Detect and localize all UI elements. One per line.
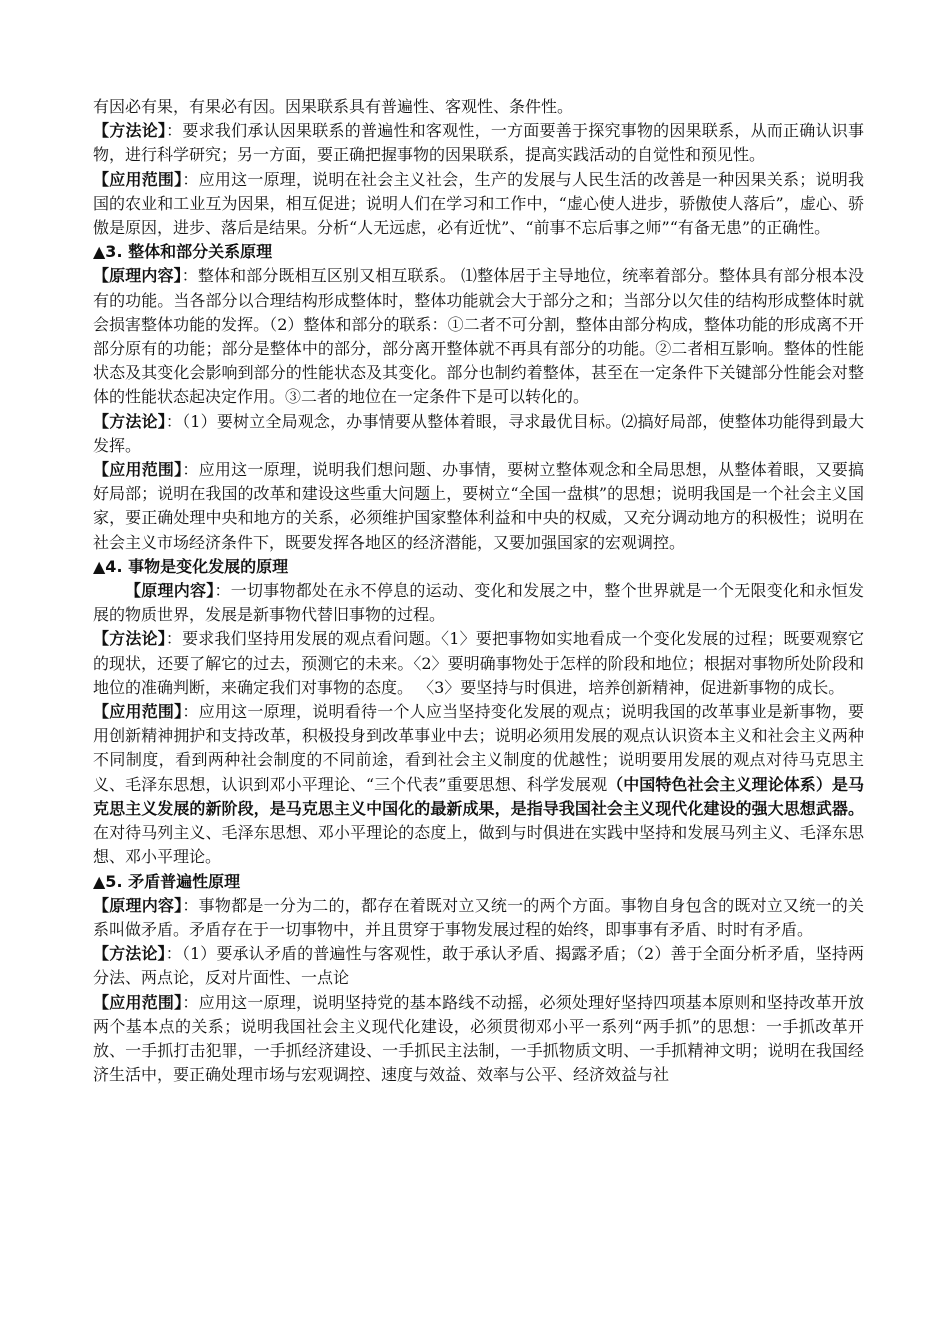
methodology-text: ：（1）要树立全局观念，办事情要从整体着眼，寻求最优目标。⑵搞好局部，使整体功能得到最大发挥。 [93, 411, 864, 455]
methodology-text: ：要求我们承认因果联系的普遍性和客观性，一方面要善于探究事物的因果联系，从而正确认识事物，进行科学研究；另一方面，要正确把握事物的因果联系，提高实践活动的自觉性和预见性。 [93, 121, 864, 165]
s4-methodology [93, 627, 864, 700]
methodology-label: 【方法论】 [93, 629, 166, 649]
content-text: ：一切事物都处在永不停息的运动、变化和发展之中，整个世界就是一个无限变化和永恒发展的物质世界，发展是新事物代替旧事物的过程。 [93, 581, 864, 625]
s3-application [93, 458, 864, 555]
section-4-heading: ▲4. 事物是变化发展的原理 [93, 556, 289, 576]
application-bold-text: （中国特色社会主义理论体系）是马克思主义发展的新阶段，是马克思主义中国化的最新成果，是指导我国社会主义现代化建设的强大思想武器。 [93, 774, 864, 818]
s5-application [93, 991, 864, 1088]
application-text-end: 在对待马列主义、毛泽东思想、邓小平理论的态度上，做到与时俱进在实践中坚持和发展马列主义、毛泽东思想、邓小平理论。 [93, 823, 864, 867]
application-label: 【应用范围】 [93, 460, 183, 480]
methodology-label: 【方法论】 [93, 944, 166, 964]
s3-content [93, 264, 864, 409]
intro-line: 有因必有果，有果必有因。因果联系具有普遍性、客观性、条件性。 [93, 97, 574, 116]
s3-methodology [93, 410, 864, 458]
application-label: 【应用范围】 [93, 169, 183, 189]
s2-application [93, 168, 864, 241]
methodology-label: 【方法论】 [93, 121, 167, 141]
application-text: ：应用这一原理，说明在社会主义社会，生产的发展与人民生活的改善是一种因果关系；说明我国的农业和工业互为因果，相互促进；说明人们在学习和工作中，“虚心使人进步，骄傲使人落后”，虚心、骄傲是原因，进步、落后是结果。分析“人无远虑，必有近忧”、“前事不忘后事之师”“有备无患”的正确性。 [93, 169, 864, 238]
section-3-heading: ▲3. 整体和部分关系原理 [93, 242, 273, 262]
application-text: ：应用这一原理，说明看待一个人应当坚持变化发展的观点；说明我国的改革事业是新事物，要用创新精神拥护和支持改革，积极投身到改革事业中去；说明必须用发展的观点认识资本主义和社会主义两种不同制度，看到两种社会制度的不同前途，看到社会主义制度的优越性；说明要用发展的观点对待马克思主义、毛泽东思想，认识到邓小平理论、“三个代表”重要思想、科学发展观 [93, 702, 864, 794]
s4-content [93, 579, 864, 627]
methodology-text: ：（1）要承认矛盾的普遍性与客观性，敢于承认矛盾、揭露矛盾；（2）善于全面分析矛盾，坚持两分法、两点论，反对片面性、一点论 [93, 944, 864, 988]
application-text: ：应用这一原理，说明坚持党的基本路线不动摇，必须处理好坚持四项基本原则和坚持改革开放两个基本点的关系；说明我国社会主义现代化建设，必须贯彻邓小平一系列“两手抓”的思想：一手抓改革开放、一手抓打击犯罪，一手抓经济建设、一手抓民主法制，一手抓物质文明、一手抓精神文明；说明在我国经济生活中，要正确处理市场与宏观调控、速度与效益、效率与公平、经济效益与社 [93, 992, 864, 1085]
s5-methodology [93, 942, 864, 990]
s2-methodology [93, 119, 864, 167]
methodology-text: ：要求我们坚持用发展的观点看问题。〈1〉要把事物如实地看成一个变化发展的过程；既要观察它的现状，还要了解它的过去，预测它的未来。〈2〉要明确事物处于怎样的阶段和地位；根据对事物所处阶段和地位的准确判断，来确定我们对事物的态度。 〈3〉要坚持与时俱进，培养创新精神，促进新事物的成长。 [93, 629, 864, 697]
application-label: 【应用范围】 [93, 702, 183, 722]
content-label: 【原理内容】 [93, 266, 182, 286]
s4-application [93, 700, 864, 869]
content-text: ：整体和部分既相互区别又相互联系。 ⑴整体居于主导地位，统率着部分。整体具有部分根本没有的功能。当各部分以合理结构形成整体时，整体功能就会大于部分之和；当部分以欠佳的结构形成整体时就会损害整体功能的发挥。（2）整体和部分的联系：①二者不可分割，整体由部分构成，整体功能的形成离不开部分原有的功能；部分是整体中的部分，部分离开整体就不再具有部分的功能。②二者相互影响。整体的性能状态及其变化会影响到部分的性能状态及其变化。部分也制约着整体，甚至在一定条件下关键部分性能会对整体的性能状态起决定作用。③二者的地位在一定条件下是可以转化的。 [93, 266, 864, 407]
content-label: 【原理内容】 [125, 581, 215, 601]
methodology-label: 【方法论】 [93, 411, 166, 431]
content-label: 【原理内容】 [93, 895, 183, 915]
application-label: 【应用范围】 [93, 992, 183, 1012]
content-text: ：事物都是一分为二的，都存在着既对立又统一的两个方面。事物自身包含的既对立又统一的关系叫做矛盾。矛盾存在于一切事物中，并且贯穿于事物发展过程的始终，即事事有矛盾、时时有矛盾。 [93, 895, 864, 939]
application-text: ：应用这一原理，说明我们想问题、办事情，要树立整体观念和全局思想，从整体着眼，又要搞好局部；说明在我国的改革和建设这些重大问题上，要树立“全国一盘棋”的思想；说明我国是一个社会主义国家，要正确处理中央和地方的关系，必须维护国家整体利益和中央的权威，又充分调动地方的积极性；说明在社会主义市场经济条件下，既要发挥各地区的经济潜能，又要加强国家的宏观调控。 [93, 460, 864, 552]
s5-content [93, 894, 864, 942]
section-5-heading: ▲5. 矛盾普遍性原理 [93, 871, 241, 891]
